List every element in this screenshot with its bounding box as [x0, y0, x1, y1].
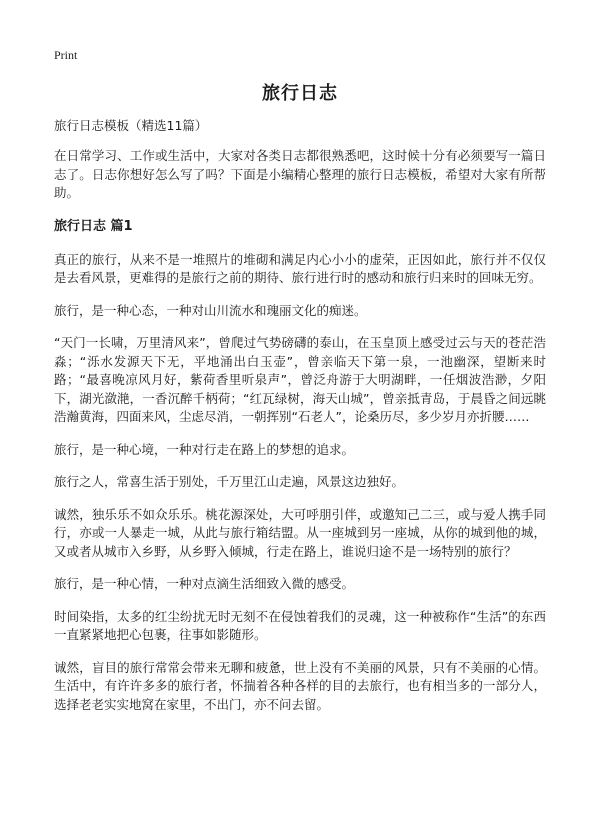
- print-link[interactable]: Print: [54, 48, 78, 62]
- section-heading: 旅行日志 篇1: [54, 218, 133, 234]
- document-title: 旅行日志: [262, 83, 338, 104]
- document-subtitle: 旅行日志模板（精选11篇）: [54, 118, 208, 133]
- paragraph-4: 旅行，是一种心境，一种对行走在路上的梦想的追求。: [54, 441, 355, 457]
- paragraph-2: 旅行，是一种心态，一种对山川流水和瑰丽文化的痴迷。: [54, 302, 367, 318]
- paragraph-8: 时间染指，太多的红尘纷扰无时无刻不在侵蚀着我们的灵魂，这一种被称作“生活”的东西一直紧紧地把心包裹，往事如影随形。: [54, 608, 546, 642]
- paragraph-6: 诚然，独乐乐不如众乐乐。桃花源深处，大可呼朋引伴，或邀知己二三，或与爱人携手同行，亦或一人暴走一城，从此与旅行箱结盟。从一座城到另一座城，从你的城到他的城，又或者从城市入乡野，从乡野入倾城，行走在路上，谁说归途不是一场特别的旅行？: [54, 506, 546, 559]
- paragraph-5: 旅行之人，常喜生活于别处，千万里江山走遍，风景这边独好。: [54, 474, 405, 489]
- paragraph-1: 真正的旅行，从来不是一堆照片的堆砌和满足内心小小的虚荣，正因如此，旅行并不仅仅是去看风景，更难得的是旅行之前的期待、旅行进行时的感动和旅行归来时的回味无穷。: [54, 251, 546, 285]
- intro-paragraph: 在日常学习、工作或生活中，大家对各类日志都很熟悉吧，这时候十分有必须要写一篇日志了。日志你想好怎么写了吗？下面是小编精心整理的旅行日志模板，希望对大家有所帮助。: [54, 148, 546, 200]
- paragraph-3: “天门一长啸，万里清风来”，曾爬过气势磅礴的泰山，在玉皇顶上感受过云与天的苍茫浩淼；“泺水发源天下无，平地涌出白玉壶”，曾亲临天下第一泉，一池幽深，望断来时路；“最喜晚凉风月好，紫荷香里听泉声”，曾泛舟游于大明湖畔，一任烟波浩渺，夕阳下，湖光潋滟，一香沉醉千柄荷；“红瓦绿树，海天山城”，曾亲抵青岛，于晨昏之间远眺浩瀚黄海，四面来风，尘虑尽消，一朝挥别“石老人”，论桑历尽，多少岁月亦折腰……: [54, 335, 546, 424]
- paragraph-9: 诚然，盲目的旅行常常会带来无聊和疲惫，世上没有不美丽的风景，只有不美丽的心情。生活中，有许许多多的旅行者，怀揣着各种各样的目的去旅行，也有相当多的一部分人，选择老老实实地窝在家里，不出门，亦不问去留。: [54, 659, 546, 712]
- paragraph-7: 旅行，是一种心情，一种对点滴生活细致入微的感受。: [54, 576, 355, 591]
